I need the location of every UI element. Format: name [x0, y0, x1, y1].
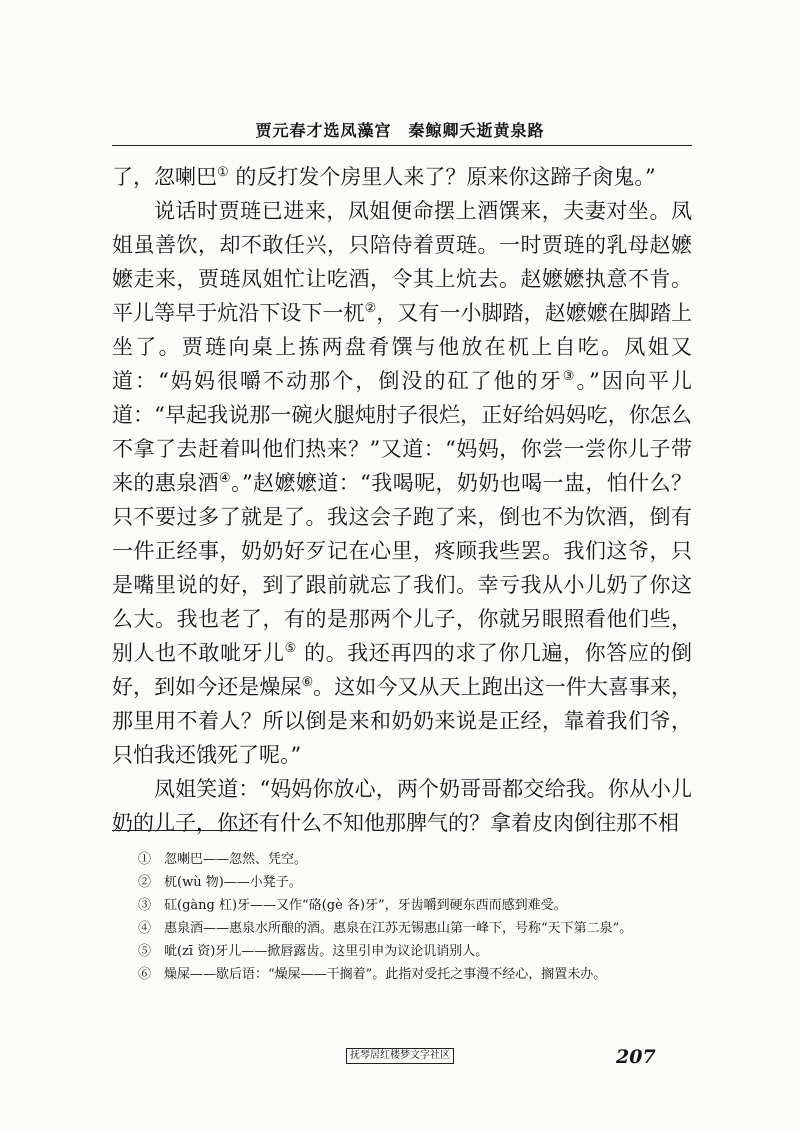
- footnote-marker: ①: [217, 165, 229, 180]
- text-segment: 了，忽喇巴: [112, 165, 217, 189]
- page-number: 207: [616, 1046, 656, 1068]
- footnote: ⑤ 呲(zī 资)牙儿——掀唇露齿。这里引申为议论讥诮别人。: [138, 944, 489, 959]
- text-segment: 。”因向平儿道：“早起我说那一碗火腿炖肘子很烂，正好给妈妈吃，你怎么不拿了去赶着叫他们热来？”又道：“妈妈，你尝一尝你儿子带来的惠泉酒: [112, 369, 692, 495]
- running-header: 贾元春才选凤藻宫 秦鲸卿夭逝黄泉路: [255, 121, 545, 140]
- footnote: ⑥ 燥屎——歇后语：“燥屎——干搁着”。此指对受托之事漫不经心，搁置未办。: [138, 967, 607, 982]
- text-segment: 凤姐笑道：“妈妈你放心，两个奶哥哥都交给我。你从小儿奶的儿子，你还有什么不知他那脾气的？拿着皮肉倒往那不相: [112, 777, 692, 835]
- text-segment: ，又有一小脚踏，赵嬷嬷在脚踏上坐了。贾琏向桌上拣两盘肴馔与他放在杌上自吃。凤姐又道：“妈妈很嚼不动那个，倒没的矼了他的牙: [112, 301, 693, 393]
- footnotes: [112, 848, 692, 986]
- footnote-marker: ⑤: [284, 641, 297, 656]
- watermark-stamp: 抚琴居红楼梦文字社区: [346, 1048, 454, 1064]
- footnote-rule: [112, 830, 257, 831]
- footnote-marker: ④: [219, 471, 232, 486]
- footnote: ④ 惠泉酒——惠泉水所酿的酒。惠泉在江苏无锡惠山第一峰下，号称“天下第二泉”。: [138, 921, 633, 936]
- footnote: ① 忽喇巴——忽然、凭空。: [138, 852, 308, 867]
- text-segment: 的反打发个房里人来了？原来你这蹄子肏鬼。”: [228, 165, 656, 189]
- text-segment: 的。我还再四的求了你几遍，你答应的倒好，到如今还是燥屎: [112, 641, 692, 699]
- footnote-marker: ③: [562, 369, 577, 384]
- footnote: ② 杌(wù 物)——小凳子。: [138, 875, 302, 890]
- body-text: [112, 160, 692, 840]
- header-rule: [112, 145, 692, 146]
- text-segment: 说话时贾琏已进来，凤姐便命摆上酒馔来，夫妻对坐。凤姐虽善饮，却不敢任兴，只陪侍着贾琏。一时贾琏的乳母赵嬷嬷走来，贾琏凤姐忙让吃酒，令其上炕去。赵嬷嬷执意不肯。平儿等早于炕沿下设下一杌: [112, 199, 692, 325]
- body-paragraph: [112, 194, 692, 772]
- footnote-marker: ⑥: [301, 675, 314, 690]
- footnote-marker: ②: [364, 301, 377, 316]
- text-segment: 。这如今又从天上跑出这一件大喜事来，那里用不着人？所以倒是来和奶奶来说是正经，靠着我们爷，只怕我还饿死了呢。”: [112, 675, 693, 767]
- body-paragraph: [112, 160, 692, 194]
- footnote: ③ 矼(gàng 杠)牙——又作“硌(gè 各)牙”，牙齿嚼到硬东西而感到难受。: [138, 898, 567, 913]
- text-segment: 。”赵嬷嬷道：“我喝呢，奶奶也喝一盅，怕什么？只不要过多了就是了。我这会子跑了来，倒也不为饮酒，倒有一件正经事，奶奶好歹记在心里，疼顾我些罢。我们这爷，只是嘴里说的好，到了跟前就忘了我们。幸亏我从小儿奶了你这么大。我也老了，有的是那两个儿子，你就另眼照看他们些，别人也不敢呲牙儿: [112, 471, 692, 665]
